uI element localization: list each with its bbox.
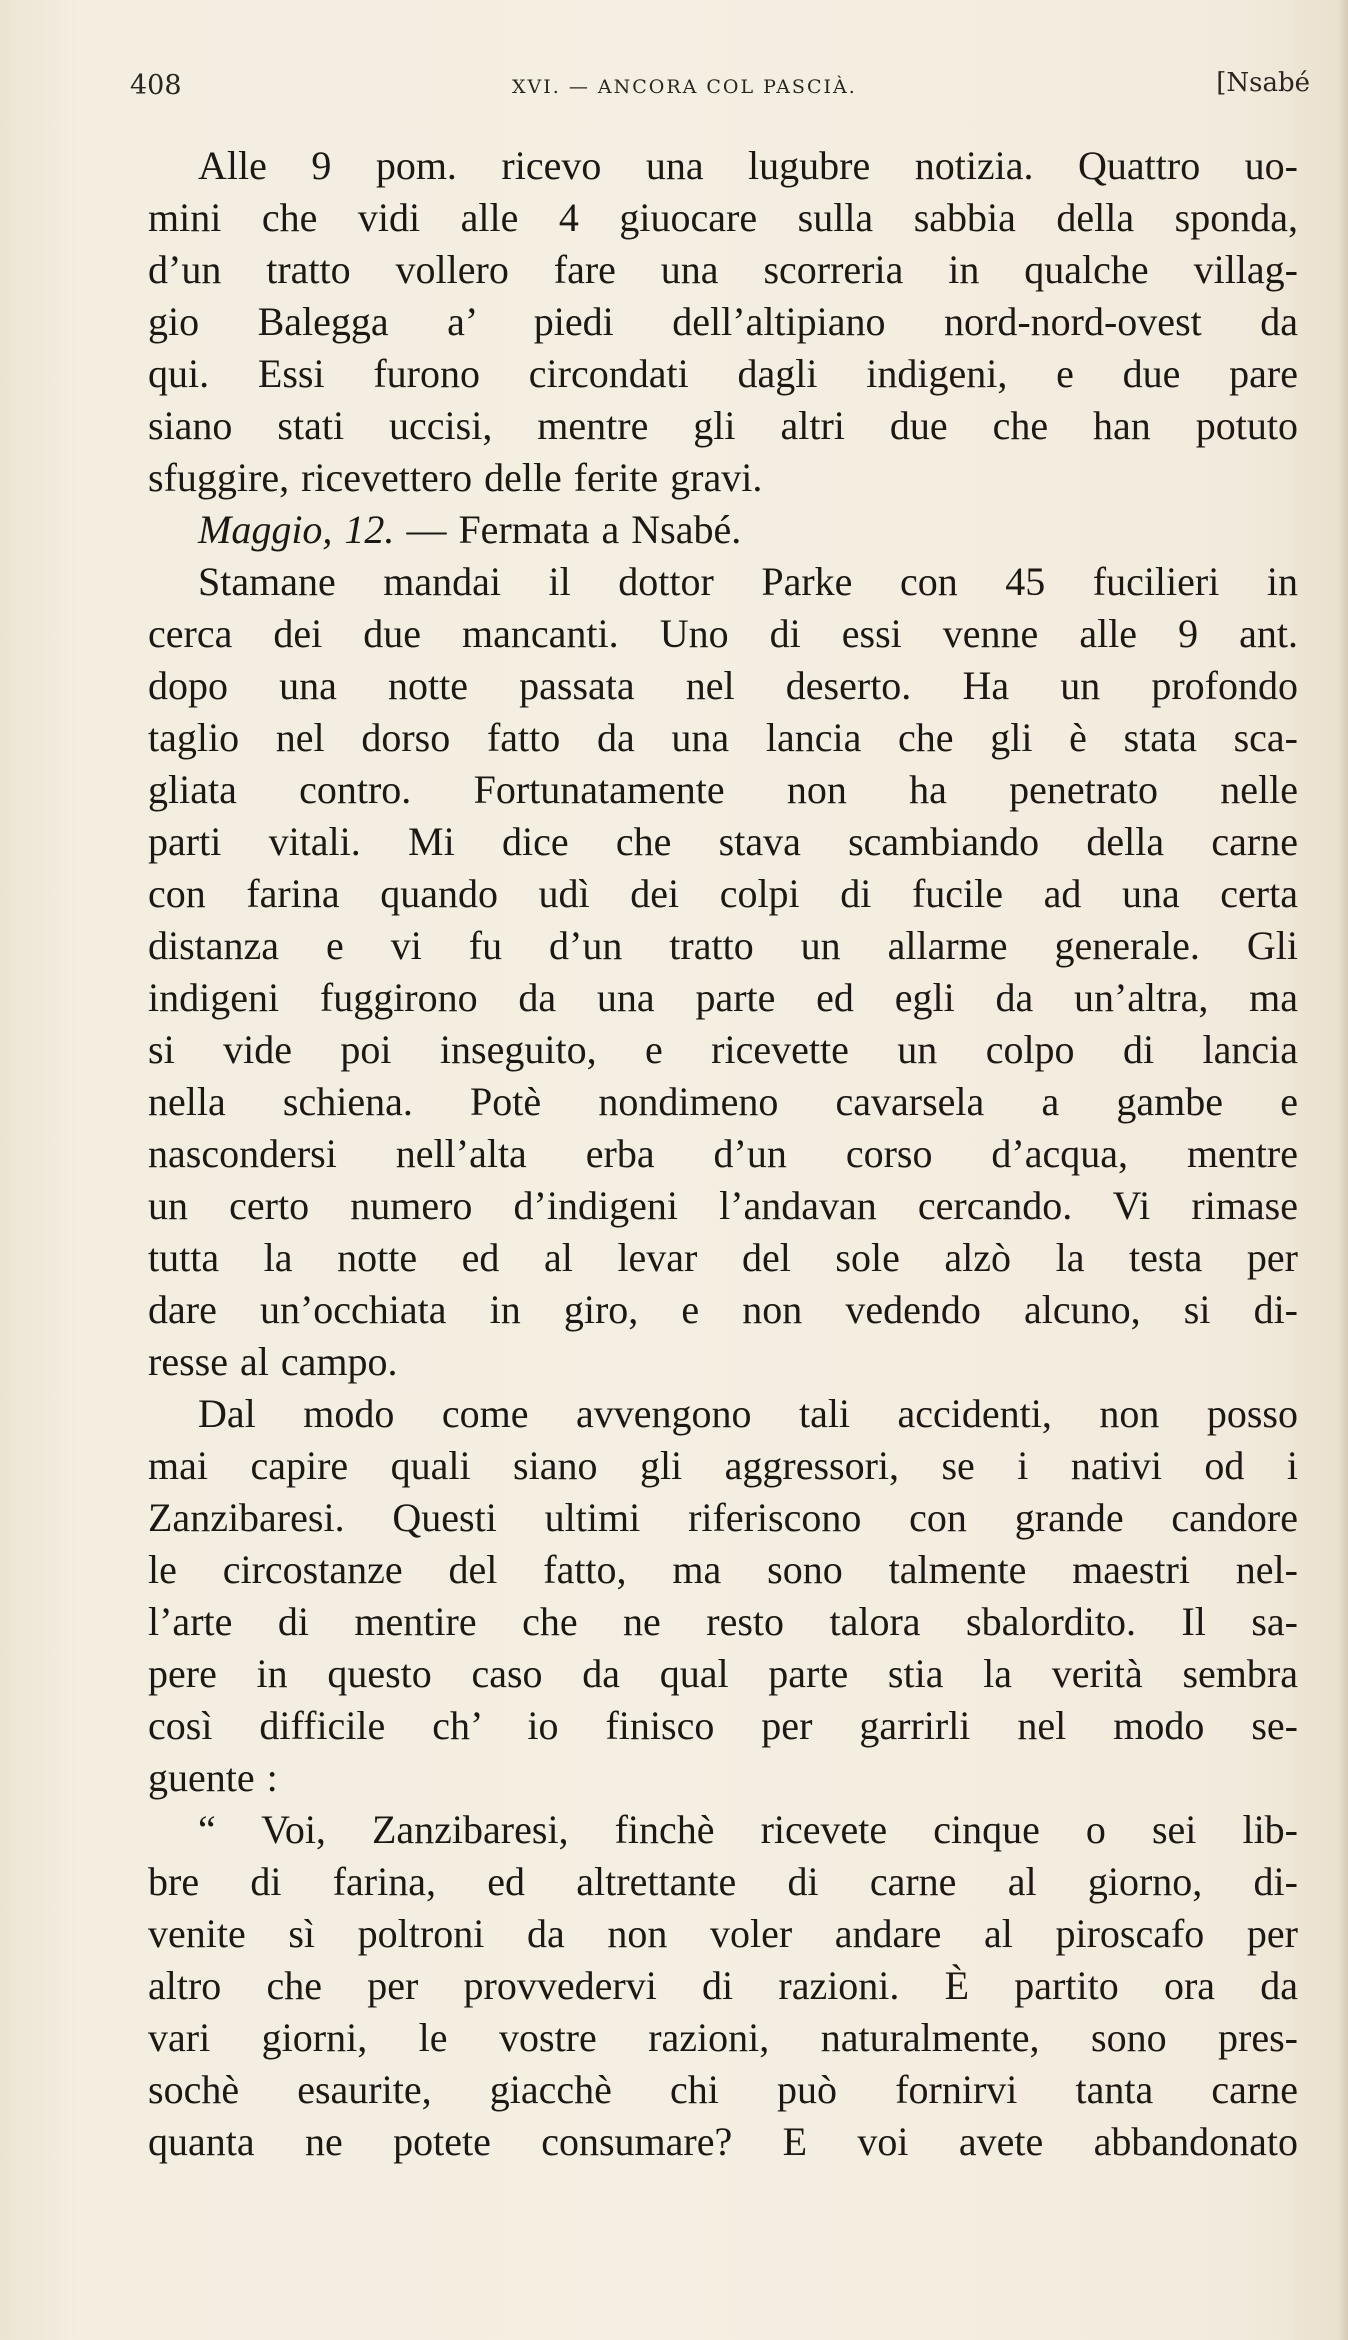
- text-line: mini che vidi alle 4 giuocare sulla sabbia della sponda,: [148, 195, 1298, 240]
- text-line: gliata contro. Fortunatamente non ha penetrato nelle: [148, 767, 1298, 812]
- text-line: l’arte di mentire che ne resto talora sbalordito. Il sa-: [148, 1599, 1298, 1644]
- running-place: [Nsabé: [1216, 68, 1310, 98]
- text-line: si vide poi inseguito, e ricevette un colpo di lancia: [148, 1027, 1298, 1072]
- text-line: le circostanze del fatto, ma sono talmente maestri nel-: [148, 1547, 1298, 1592]
- text-line: sochè esaurite, giacchè chi può fornirvi tanta carne: [148, 2067, 1298, 2112]
- text-line: taglio nel dorso fatto da una lancia che gli è stata sca-: [148, 715, 1298, 760]
- text-line: cerca dei due mancanti. Uno di essi venne alle 9 ant.: [148, 611, 1298, 656]
- text-line: tutta la notte ed al levar del sole alzò la testa per: [148, 1235, 1298, 1280]
- text-line: nascondersi nell’alta erba d’un corso d’acqua, mentre: [148, 1131, 1298, 1176]
- text-line: sfuggire, ricevettero delle ferite gravi.: [148, 455, 763, 500]
- diary-date-line: Maggio, 12. — Fermata a Nsabé.: [198, 507, 742, 552]
- text-line: Alle 9 pom. ricevo una lugubre notizia. Quattro uo-: [198, 143, 1298, 188]
- text-line: siano stati uccisi, mentre gli altri due che han potuto: [148, 403, 1298, 448]
- text-line: “ Voi, Zanzibaresi, finchè ricevete cinque o sei lib-: [198, 1807, 1298, 1852]
- text-line: bre di farina, ed altrettante di carne al giorno, di-: [148, 1859, 1298, 1904]
- running-title: XVI. — ANCORA COL PASCIÀ.: [512, 76, 857, 98]
- text-line: con farina quando udì dei colpi di fucile ad una certa: [148, 871, 1298, 916]
- diary-date: Maggio, 12.: [198, 507, 395, 552]
- text-line: pere in questo caso da qual parte stia la verità sembra: [148, 1651, 1298, 1696]
- text-line: d’un tratto vollero fare una scorreria in qualche villag-: [148, 247, 1298, 292]
- text-line: dare un’occhiata in giro, e non vedendo alcuno, si di-: [148, 1287, 1298, 1332]
- text-line: distanza e vi fu d’un tratto un allarme generale. Gli: [148, 923, 1298, 968]
- text-line: gio Balegga a’ piedi dell’altipiano nord-nord-ovest da: [148, 299, 1298, 344]
- text-line: vari giorni, le vostre razioni, naturalmente, sono pres-: [148, 2015, 1298, 2060]
- text-line: guente :: [148, 1755, 278, 1800]
- page-edge-shadow: [1338, 0, 1348, 2340]
- page-header: [130, 68, 1310, 108]
- text-line: un certo numero d’indigeni l’andavan cercando. Vi rimase: [148, 1183, 1298, 1228]
- text-line: Zanzibaresi. Questi ultimi riferiscono con grande candore: [148, 1495, 1298, 1540]
- text-line: altro che per provvedervi di razioni. È partito ora da: [148, 1963, 1298, 2008]
- text-line: Dal modo come avvengono tali accidenti, non posso: [198, 1391, 1298, 1436]
- text-line: venite sì poltroni da non voler andare al piroscafo per: [148, 1911, 1298, 1956]
- body-text: [148, 140, 1298, 2168]
- page-number: 408: [130, 70, 182, 101]
- text-line: parti vitali. Mi dice che stava scambiando della carne: [148, 819, 1298, 864]
- text-line: quanta ne potete consumare? E voi avete abbandonato: [148, 2119, 1298, 2164]
- text-line: indigeni fuggirono da una parte ed egli da un’altra, ma: [148, 975, 1298, 1020]
- text-line: Stamane mandai il dottor Parke con 45 fucilieri in: [198, 559, 1298, 604]
- text-line: mai capire quali siano gli aggressori, se i nativi od i: [148, 1443, 1298, 1488]
- text-line: qui. Essi furono circondati dagli indigeni, e due pare: [148, 351, 1298, 396]
- text-line: nella schiena. Potè nondimeno cavarsela a gambe e: [148, 1079, 1298, 1124]
- text-line: resse al campo.: [148, 1339, 398, 1384]
- text-line: così difficile ch’ io finisco per garrirli nel modo se-: [148, 1703, 1298, 1748]
- text-line: dopo una notte passata nel deserto. Ha un profondo: [148, 663, 1298, 708]
